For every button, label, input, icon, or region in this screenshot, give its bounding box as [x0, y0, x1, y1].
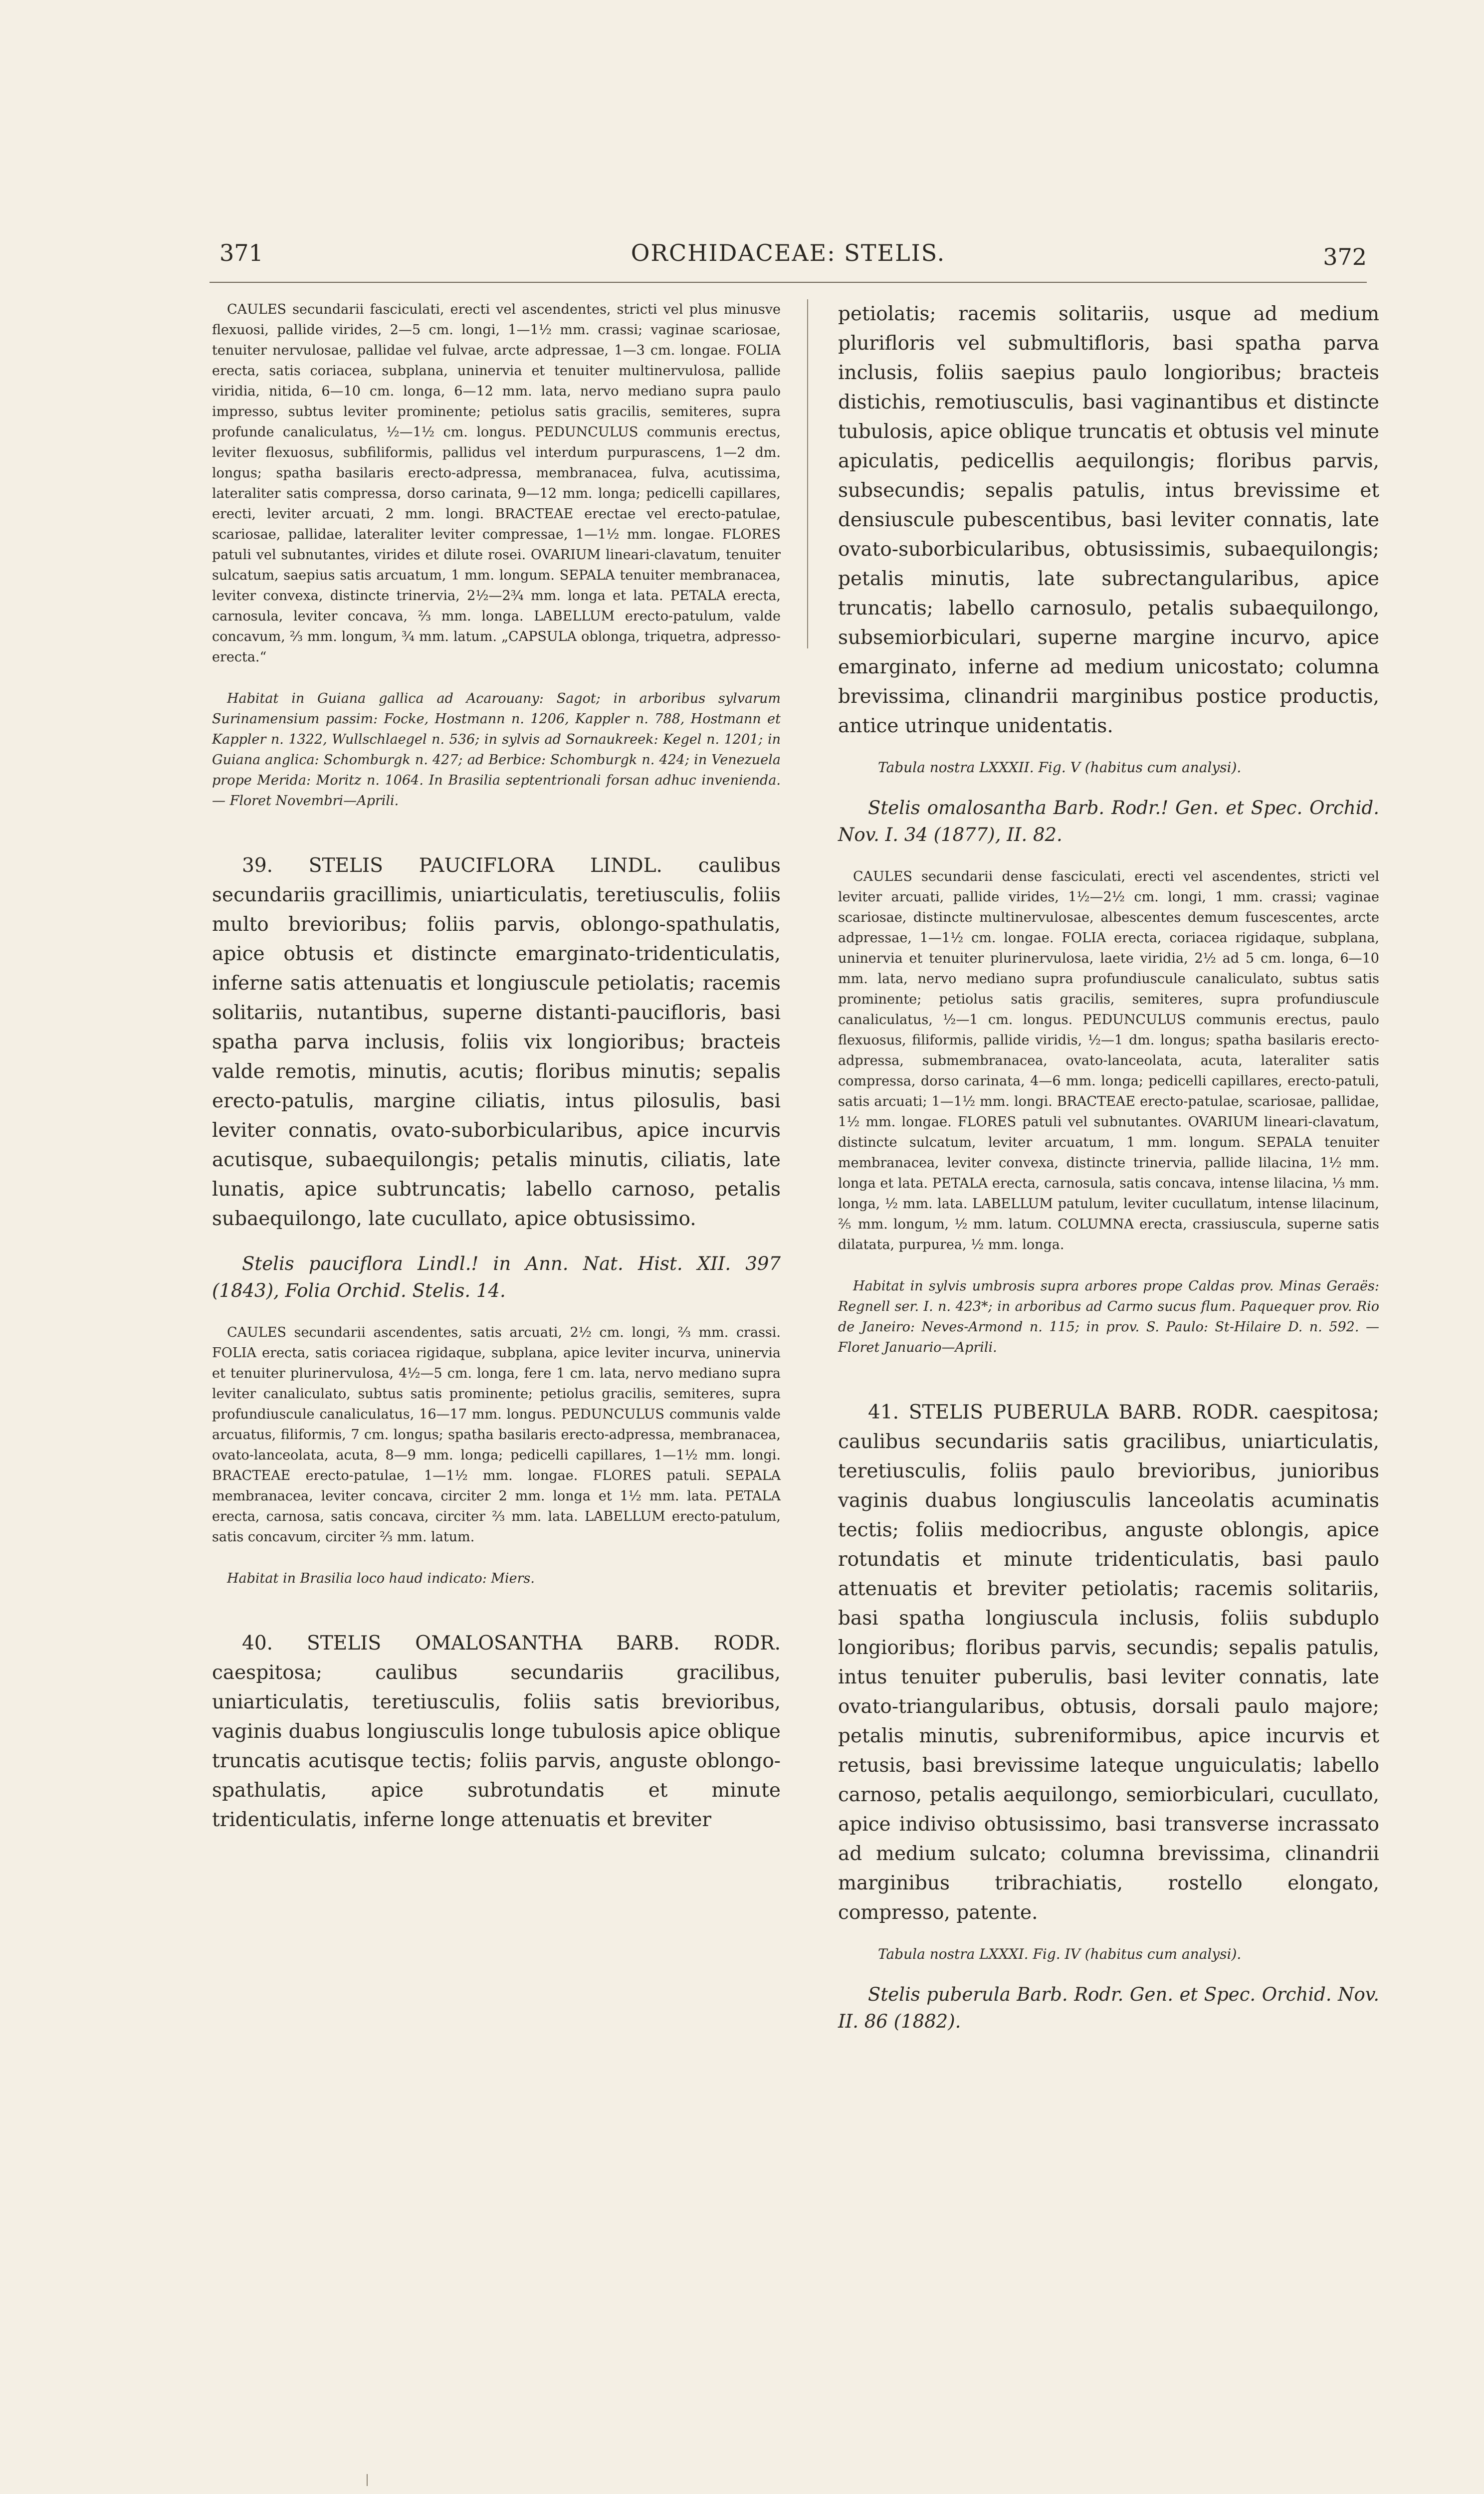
species-40-diagnosis: caespitosa; caulibus secundariis gracilibus, uniarticulatis, teretiusculis, foliis satis brevioribus, vaginis duabus longiusculis longe tubulosis apice oblique truncatis acutisque tectis; foliis parvis, anguste oblongo-spathulatis, apice subrotundatis et minute tridenticulatis, inferne longe attenuatis et breviter [212, 1662, 781, 1831]
species-40-description: CAULES secundarii dense fasciculati, erecti vel ascendentes, stricti vel leviter arcuati, pallide virides, 1½—2½ cm. longi, 1 mm. crassi; vaginae scariosae, distincte multinervulosae, albescentes demum fuscescentes, arcte adpressae, 1—1½ cm. longae. FOLIA erecta, coriacea rigidaque, subplana, uninervia et tenuiter plurinervulosa, laete viridia, 2½ ad 5 cm. longa, 6—10 mm. lata, nervo mediano supra profundiuscule canaliculato, subtus satis prominente; petiolus satis gracilis, semiteres, supra profundiuscule canaliculatus, ½—1 cm. longus. PEDUNCULUS communis erectus, paulo flexuosus, filiformis, pallide viridis, ½—1 dm. longus; spatha basilaris erecto-adpressa, submembranacea, ovato-lanceolata, acuta, lateraliter satis compressa, dorso carinata, 4—6 mm. longa; pedicelli capillares, erecto-patuli, satis arcuati; 1—1½ mm. longi. BRACTEAE erecto-patulae, scariosae, pallidae, 1½ mm. longae. FLORES patuli vel subnutantes. OVARIUM lineari-clavatum, distincte sulcatum, leviter arcuatum, 1 mm. longum. SEPALA tenuiter membranacea, leviter convexa, distincte trinervia, pallide lilacina, 1½ mm. longa et lata. PETALA erecta, carnosula, satis concava, intense lilacina, ⅓ mm. longa, ½ mm. lata. LABELLUM patulum, leviter cucullatum, intense lilacinum, ⅖ mm. longum, ½ mm. latum. COLUMNA erecta, crassiuscula, superne satis dilatata, purpurea, ½ mm. longa. [838, 869, 1379, 1252]
species-41-heading: 41. STELIS PUBERULA BARB. RODR. [868, 1401, 1259, 1424]
habitat-paragraph: Habitat in Guiana gallica ad Acarouany: Sagot; in arboribus sylvarum Surinamensium passim: Focke, Hostmann n. 1206, Kappler n. 788, Hostmann et Kappler n. 1322, Wullschlaegel n. 536; in sylvis ad Sornaukreek: Kegel n. 1201; in Guiana anglica: Schomburgk n. 427; ad Berbice: Schomburgk n. 424; in Venezuela prope Merida: Moritz n. 1064. In Brasilia septentrionali forsan adhuc invenienda. — Floret Novembri—Aprili. [212, 691, 781, 809]
header-rule [210, 282, 1367, 283]
species-41-entry [838, 1398, 1379, 1927]
species-39-entry [212, 851, 781, 1234]
left-column [212, 299, 781, 1835]
species-39-diagnosis: caulibus secundariis gracillimis, uniarticulatis, teretiusculis, foliis multo brevioribus; foliis parvis, oblongo-spathulatis, apice obtusis et distincte emarginato-tridenticulatis, inferne satis attenuatis et longiuscule petiolatis; racemis solitariis, nutantibus, superne distanti-paucifloris, basi spatha parva inclusis, foliis vix longioribus; bracteis valde remotis, minutis, acutis; floribus minutis; sepalis erecto-patulis, margine ciliatis, intus pilosulis, basi leviter connatis, ovato-suborbicularibus, apice incurvis acutisque, subaequilongis; petalis minutis, ciliatis, late lunatis, apice subtruncatis; labello carnoso, petalis subaequilongo, late cucullato, apice obtusissimo. [212, 854, 781, 1230]
column-divider [807, 299, 808, 648]
species-39-habitat: Habitat in Brasilia loco haud indicato: Miers. [227, 1571, 535, 1586]
species-39-description: CAULES secundarii ascendentes, satis arcuati, 2½ cm. longi, ⅔ mm. crassi. FOLIA erecta, satis coriacea rigidaque, subplana, apice leviter incurva, uninervia et tenuiter plurinervulosa, 4½—5 cm. longa, fere 1 cm. lata, nervo mediano supra leviter canaliculato, subtus satis prominente; petiolus gracilis, semiteres, supra profundiuscule canaliculatus, 16—17 mm. longus. PEDUNCULUS communis valde arcuatus, filiformis, 7 cm. longus; spatha basilaris erecto-adpressa, membranacea, ovato-lanceolata, acuta, 8—9 mm. longa; pedicelli capillares, 1—1½ mm. longi. BRACTEAE erecto-patulae, 1—1½ mm. longae. FLORES patuli. SEPALA membranacea, leviter concava, circiter 2 mm. longa et 1½ mm. lata. PETALA erecta, carnosa, satis concava, circiter ⅔ mm. lata. LABELLUM erecto-patulum, satis concavum, circiter ⅔ mm. latum. [212, 1325, 781, 1545]
species-40-heading: 40. STELIS OMALOSANTHA BARB. RODR. [242, 1632, 781, 1655]
species-40-citation: Stelis omalosantha Barb. Rodr.! Gen. et Spec. Orchid. Nov. I. 34 (1877), II. 82. [838, 797, 1379, 845]
plate-reference-81: Tabula nostra LXXXI. Fig. IV (habitus cum analysi). [878, 1946, 1242, 1962]
right-column [838, 299, 1379, 2035]
species-40-entry [212, 1629, 781, 1835]
species-41-citation: Stelis puberula Barb. Rodr. Gen. et Spec. Orchid. Nov. II. 86 (1882). [838, 1984, 1379, 2032]
species-40-diagnosis-continued: petiolatis; racemis solitariis, usque ad medium plurifloris vel submultifloris, basi spatha parva inclusis, foliis saepius paulo longioribus; bracteis distichis, remotiusculis, basi vaginantibus et distincte tubulosis, apice oblique truncatis et obtusis vel minute apiculatis, pedicellis aequilongis; floribus parvis, subsecundis; sepalis patulis, intus brevissime et densiuscule pubescentibus, basi leviter connatis, late ovato-suborbicularibus, obtusissimis, subaequilongis; petalis minutis, late subrectangularibus, apice truncatis; labello carnosulo, petalis subaequilongo, subsemiorbiculari, superne margine incurvo, apice emarginato, inferne ad medium unicostato; columna brevissima, clinandrii marginibus postice productis, antice utrinque unidentatis. [838, 303, 1379, 737]
page-number-left: 371 [219, 239, 263, 266]
page-header [210, 239, 1367, 279]
bottom-mark [367, 2474, 368, 2486]
page-number-right: 372 [1323, 243, 1367, 270]
running-title: ORCHIDACEAE: STELIS. [631, 239, 946, 266]
species-39-heading: 39. STELIS PAUCIFLORA LINDL. [242, 854, 662, 877]
caules-description: CAULES secundarii fasciculati, erecti vel ascendentes, stricti vel plus minusve flexuosi, pallide virides, 2—5 cm. longi, 1—1½ mm. crassi; vaginae scariosae, tenuiter nervulosae, pallidae vel fulvae, arcte adpressae, 1—3 cm. longae. FOLIA erecta, satis coriacea, subplana, uninervia et tenuiter multinervulosa, pallide viridia, nitida, 6—10 cm. longa, 6—12 mm. lata, nervo mediano supra paulo impresso, subtus leviter prominente; petiolus satis gracilis, semiteres, supra profunde canaliculatus, ½—1½ cm. longus. PEDUNCULUS communis erectus, leviter flexuosus, subfiliformis, pallidus vel interdum purpurascens, 1—2 dm. longus; spatha basilaris erecto-adpressa, membranacea, fulva, acutissima, lateraliter satis compressa, dorso carinata, 9—12 mm. longa; pedicelli capillares, erecti, leviter arcuati, 2 mm. longi. BRACTEAE erectae vel erecto-patulae, scariosae, pallidae, lateraliter leviter compressae, 1—1½ mm. longae. FLORES patuli vel subnutantes, virides et dilute rosei. OVARIUM lineari-clavatum, tenuiter sulcatum, saepius satis arcuatum, 1 mm. longum. SEPALA tenuiter membranacea, leviter convexa, distincte trinervia, 2½—2¾ mm. longa et lata. PETALA erecta, carnosula, leviter concava, ⅔ mm. longa. LABELLUM erecto-patulum, valde concavum, ⅔ mm. longum, ¾ mm. latum. „CAPSULA oblonga, triquetra, adpresso-erecta.“ [212, 302, 781, 665]
species-41-diagnosis: caespitosa; caulibus secundariis satis gracilibus, uniarticulatis, teretiusculis, foliis paulo brevioribus, junioribus vaginis duabus longiusculis lanceolatis acuminatis tectis; foliis mediocribus, anguste oblongis, apice rotundatis et minute tridenticulatis, basi paulo attenuatis et breviter petiolatis; racemis solitariis, basi spatha longiuscula inclusis, foliis subduplo longioribus; floribus parvis, secundis; sepalis patulis, intus tenuiter puberulis, basi leviter connatis, late ovato-triangularibus, obtusis, dorsali paulo majore; petalis minutis, subreniformibus, apice incurvis et retusis, basi brevissime lateque unguiculatis; labello carnoso, petalis aequilongo, semiorbiculari, cucullato, apice indiviso obtusissimo, basi transverse incrassato ad medium sulcato; columna brevissima, clinandrii marginibus tribrachiatis, rostello elongato, compresso, patente. [838, 1401, 1379, 1924]
plate-reference-82: Tabula nostra LXXXII. Fig. V (habitus cum analysi). [878, 759, 1242, 776]
species-40-habitat: Habitat in sylvis umbrosis supra arbores prope Caldas prov. Minas Geraës: Regnell ser. I. n. 423*; in arboribus ad Carmo sucus flum. Paquequer prov. Rio de Janeiro: Neves-Armond n. 115; in prov. S. Paulo: St-Hilaire D. n. 592. — Floret Januario—Aprili. [838, 1278, 1379, 1355]
species-39-citation: Stelis pauciflora Lindl.! in Ann. Nat. Hist. XII. 397 (1843), Folia Orchid. Stelis. 14. [212, 1253, 781, 1301]
